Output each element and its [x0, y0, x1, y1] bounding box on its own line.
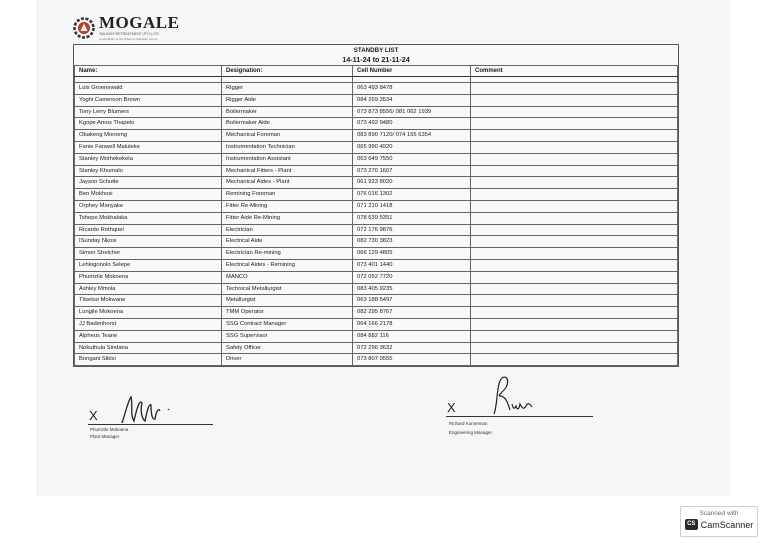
cell-phone-number: 065 990 4920 [353, 141, 471, 153]
cell-comment [471, 283, 678, 295]
table-row [75, 118, 678, 130]
cell-phone-number: 072 052 7720 [353, 271, 471, 283]
cell-designation: Boilermaker Aide [222, 118, 353, 130]
table-row [75, 177, 678, 189]
table-row [75, 295, 678, 307]
cell-name: Tony Lerry Blumers [75, 106, 222, 118]
cell-phone-number: 082 730 3823 [353, 236, 471, 248]
table-row [75, 165, 678, 177]
cell-phone-number: 063 188 5497 [353, 295, 471, 307]
cell-designation: Mechanical Foreman [222, 130, 353, 142]
cell-comment [471, 83, 678, 95]
header-cell-number: Cell Number [353, 66, 471, 77]
cell-comment [471, 354, 678, 366]
cell-name: Jayson Schutte [75, 177, 222, 189]
table-row [75, 106, 678, 118]
right-signature-line [446, 416, 593, 417]
table-row [75, 259, 678, 271]
company-logo [73, 14, 179, 41]
cell-name: Fanie Fanwell Maluleke [75, 141, 222, 153]
cell-comment [471, 236, 678, 248]
cell-name: Nokuthula Sindana [75, 342, 222, 354]
cell-designation: Technical Metallurgist [222, 283, 353, 295]
camscanner-watermark [680, 506, 758, 537]
cell-name: Phumzile Mokoena [75, 271, 222, 283]
table-row [75, 330, 678, 342]
table-row [75, 94, 678, 106]
cell-name: JJ Badenhorst [75, 318, 222, 330]
cell-designation: Electrician Re-mining [222, 248, 353, 260]
header-comment: Comment [471, 66, 678, 77]
cell-comment [471, 189, 678, 201]
table-row [75, 141, 678, 153]
cell-phone-number: 063 649 7550 [353, 153, 471, 165]
table-row [75, 307, 678, 319]
table-body [75, 77, 678, 366]
cell-comment [471, 94, 678, 106]
left-signature-line [88, 424, 213, 425]
table-row [75, 318, 678, 330]
table-header-row [75, 66, 678, 77]
table-row [75, 271, 678, 283]
cell-designation: Driver [222, 354, 353, 366]
cell-designation: Electrical Aides - Remining [222, 259, 353, 271]
cell-phone-number: 083 890 7120/ 074 165 6354 [353, 130, 471, 142]
camscanner-logo-icon: CS [685, 519, 698, 530]
cell-comment [471, 271, 678, 283]
cell-comment [471, 212, 678, 224]
cell-comment [471, 224, 678, 236]
cell-name: Tshepo Mokhalaka [75, 212, 222, 224]
table-row [75, 153, 678, 165]
cell-designation: Mechanical Aides - Plant [222, 177, 353, 189]
cell-phone-number: 063 493 8478 [353, 83, 471, 95]
table-row [75, 83, 678, 95]
cell-comment [471, 153, 678, 165]
cell-phone-number: 064 166 2178 [353, 318, 471, 330]
cell-designation: Boilermaker [222, 106, 353, 118]
cell-comment [471, 106, 678, 118]
cell-comment [471, 177, 678, 189]
cell-phone-number: 072 296 3632 [353, 342, 471, 354]
cell-designation: Safety Officer [222, 342, 353, 354]
cell-name: Obakeng Moroeng [75, 130, 222, 142]
left-signatory-name: Phumzile Mokoena [90, 427, 129, 432]
cell-name: Bongani Sibisi [75, 354, 222, 366]
left-signatory-role: Plant Manager [90, 434, 120, 439]
cell-name: Ricardo Rothquel [75, 224, 222, 236]
right-signature-scribble-icon [488, 374, 538, 416]
table-row [75, 248, 678, 260]
right-signatory-name: Richard Kunneman [449, 421, 488, 426]
cell-phone-number: 066 129 4805 [353, 248, 471, 260]
cell-phone-number: 072 176 9876 [353, 224, 471, 236]
table-row [75, 224, 678, 236]
cell-name: ISunday Nkosi [75, 236, 222, 248]
cell-comment [471, 318, 678, 330]
right-signatory-role: Engineering Manager [449, 430, 493, 435]
cell-comment [471, 259, 678, 271]
cell-comment [471, 248, 678, 260]
cell-designation: Instrumentation Technician [222, 141, 353, 153]
cell-comment [471, 130, 678, 142]
cell-designation: SSG Contract Manager [222, 318, 353, 330]
cell-name: Lungile Mokoena [75, 307, 222, 319]
cell-name: Stanley Khumalo [75, 165, 222, 177]
sheet-title: STANDBY LIST [353, 47, 399, 54]
table-row [75, 212, 678, 224]
cell-designation: Fitter Aide Re-Mining [222, 212, 353, 224]
cell-name: Lois Groenewald [75, 83, 222, 95]
cell-phone-number: 083 405 9235 [353, 283, 471, 295]
cell-name: Yoghi Cameroon Brown [75, 94, 222, 106]
cell-phone-number: 084 882 116 [353, 330, 471, 342]
cell-name: Kgope Amos Thapelo [75, 118, 222, 130]
table-row [75, 342, 678, 354]
cell-name: Ashley Mmola [75, 283, 222, 295]
cell-designation: Mechanical Fitters - Plant [222, 165, 353, 177]
cell-phone-number: 073 270 1607 [353, 165, 471, 177]
cell-comment [471, 118, 678, 130]
cell-phone-number: 071 210 1418 [353, 200, 471, 212]
cell-designation: Remining Foreman [222, 189, 353, 201]
table-row [75, 189, 678, 201]
cell-phone-number: 082 295 8767 [353, 307, 471, 319]
cell-comment [471, 295, 678, 307]
cell-designation: Electrician [222, 224, 353, 236]
gear-emblem-icon [73, 17, 95, 39]
cell-designation: Electrical Aide [222, 236, 353, 248]
cell-phone-number: 073 492 9480 [353, 118, 471, 130]
logo-subline: a subsidiary of the Sibanye-Stillwater Group [99, 37, 158, 41]
cell-designation: MANCO [222, 271, 353, 283]
cell-name: Ben Mokhosi [75, 189, 222, 201]
cell-designation: Metallurgist [222, 295, 353, 307]
cell-phone-number: 084 269 3534 [353, 94, 471, 106]
cell-phone-number: 076 016 1302 [353, 189, 471, 201]
cell-phone-number: 073 807 0555 [353, 354, 471, 366]
cell-name: Simon Streicher [75, 248, 222, 260]
cell-comment [471, 330, 678, 342]
header-name: Name: [75, 66, 222, 77]
cell-comment [471, 141, 678, 153]
cell-phone-number: 061 923 8020 [353, 177, 471, 189]
cell-comment [471, 165, 678, 177]
table-row [75, 283, 678, 295]
cell-name: Orphey Manyake [75, 200, 222, 212]
cell-designation: SSG Supervisor [222, 330, 353, 342]
header-designation: Designation: [222, 66, 353, 77]
cell-name: Stanley Mothekekela [75, 153, 222, 165]
cell-designation: Rigger Aide [222, 94, 353, 106]
cell-phone-number: 073 401 1440 [353, 259, 471, 271]
cell-phone-number: 078 639 5351 [353, 212, 471, 224]
logo-tagline: TAILINGS RETREATMENT (PTY) LTD [99, 32, 160, 36]
cell-comment [471, 342, 678, 354]
sheet-date-range: 14-11-24 to 21-11-24 [342, 55, 410, 64]
table-row [75, 354, 678, 366]
watermark-caption: Scanned with [699, 510, 739, 517]
cell-name: Alpheus Teane [75, 330, 222, 342]
right-signature-mark: X [447, 400, 456, 415]
cell-comment [471, 307, 678, 319]
watermark-app-name: CamScanner [700, 519, 754, 530]
left-signature-mark: X [89, 408, 98, 423]
cell-designation: TMM Operator [222, 307, 353, 319]
cell-designation: Fitter Re-Mining [222, 200, 353, 212]
cell-name: Lehlogonolo Selepe [75, 259, 222, 271]
cell-comment [471, 200, 678, 212]
table-row [75, 236, 678, 248]
standby-table [74, 65, 678, 366]
cell-designation: Rigger [222, 83, 353, 95]
standby-list-sheet [73, 44, 679, 367]
cell-name: Tlisetso Mokwane [75, 295, 222, 307]
cell-phone-number: 073 873 8556/ 081 062 1939 [353, 106, 471, 118]
cell-designation: Instrumentation Assistant [222, 153, 353, 165]
table-row [75, 130, 678, 142]
table-row [75, 200, 678, 212]
logo-name: MOGALE [99, 13, 180, 32]
